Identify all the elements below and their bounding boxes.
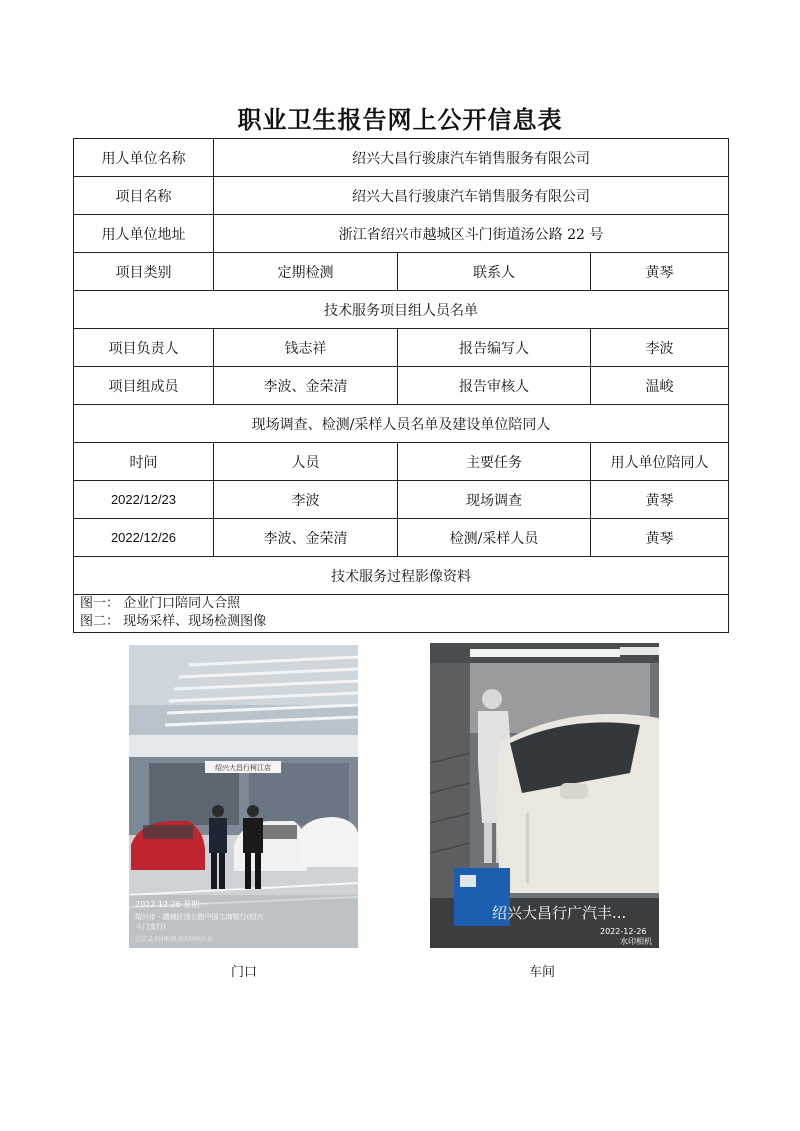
workshop-photo [430, 643, 659, 948]
employer-label: 用人单位名称 [74, 139, 214, 177]
caption-figure-1: 图一： 企业门口陪同人合照 [80, 596, 241, 611]
media-heading: 技术服务过程影像资料 [74, 557, 729, 595]
storefront-photo [129, 645, 358, 948]
table-row [74, 519, 729, 557]
table-row [74, 215, 729, 253]
caption-figure-2: 图二： 现场采样、现场检测图像 [80, 614, 267, 629]
members-label: 项目组成员 [74, 367, 214, 405]
address-value: 浙江省绍兴市越城区斗门街道汤公路 22 号 [214, 215, 729, 253]
watermark-app: 水印相机 [620, 937, 652, 946]
survey-staff: 李波、金荣清 [214, 519, 398, 557]
reviewer-label: 报告审核人 [398, 367, 591, 405]
info-table [73, 138, 729, 980]
writer-label: 报告编写人 [398, 329, 591, 367]
table-row [74, 557, 729, 595]
writer-value: 李波 [591, 329, 729, 367]
contact-value: 黄琴 [591, 253, 729, 291]
address-label: 用人单位地址 [74, 215, 214, 253]
column-header: 主要任务 [398, 443, 591, 481]
watermark-address-line2: 斗门支行) [135, 923, 166, 931]
media-cell [74, 595, 729, 980]
survey-heading: 现场调查、检测/采样人员名单及建设单位陪同人 [74, 405, 729, 443]
table-row [74, 291, 729, 329]
table-row [74, 329, 729, 367]
employer-value: 绍兴大昌行骏康汽车销售服务有限公司 [214, 139, 729, 177]
survey-task: 检测/采样人员 [398, 519, 591, 557]
watermark-time: 2022.12.26 星期一 [135, 900, 208, 909]
survey-escort: 黄琴 [591, 481, 729, 519]
survey-date: 2022/12/26 [74, 519, 214, 557]
project-value: 绍兴大昌行骏康汽车销售服务有限公司 [214, 177, 729, 215]
column-header: 时间 [74, 443, 214, 481]
table-row [74, 405, 729, 443]
survey-date: 2022/12/23 [74, 481, 214, 519]
table-row [74, 367, 729, 405]
table-header-row [74, 443, 729, 481]
watermark-date: 2022-12-26 [600, 927, 647, 936]
category-value: 定期检测 [214, 253, 398, 291]
survey-escort: 黄琴 [591, 519, 729, 557]
column-header: 用人单位陪同人 [591, 443, 729, 481]
contact-label: 联系人 [398, 253, 591, 291]
photo-overlay-text: 绍兴大昌行广汽丰... [492, 904, 627, 922]
table-row [74, 481, 729, 519]
lead-value: 钱志祥 [214, 329, 398, 367]
table-row [74, 139, 729, 177]
project-label: 项目名称 [74, 177, 214, 215]
page-title: 职业卫生报告网上公开信息表 [237, 105, 563, 134]
watermark-note: 已定义水印相机真实时间认证 [135, 936, 214, 943]
survey-task: 现场调查 [398, 481, 591, 519]
reviewer-value: 温峻 [591, 367, 729, 405]
photo-label-workshop: 车间 [528, 965, 555, 980]
table-row [74, 177, 729, 215]
category-label: 项目类别 [74, 253, 214, 291]
store-sign: 绍兴大昌行柯江店 [215, 764, 271, 772]
survey-staff: 李波 [214, 481, 398, 519]
lead-label: 项目负责人 [74, 329, 214, 367]
column-header: 人员 [214, 443, 398, 481]
photo-label-entrance: 门口 [230, 965, 257, 980]
table-row [74, 253, 729, 291]
media-row [74, 595, 729, 633]
watermark-address-line1: 绍兴市 · 越城区汤公路中国工商银行(绍兴 [135, 913, 264, 921]
team-heading: 技术服务项目组人员名单 [74, 291, 729, 329]
members-value: 李波、金荣清 [214, 367, 398, 405]
